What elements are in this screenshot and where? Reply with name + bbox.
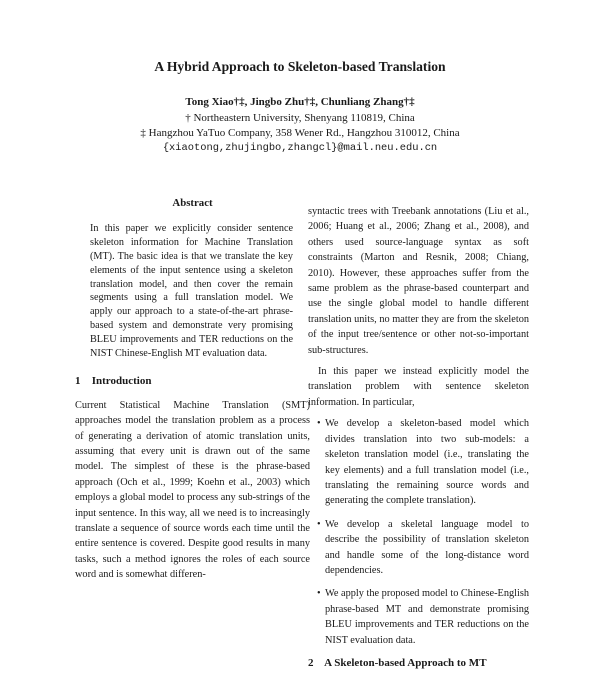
list-item-text: We develop a skeleton-based model which divides translation into two sub-models: a skeleton translation model (i.e., translating the key elements) and a full translation model (i.e., translating the remaining source words and generating the complete translation). <box>325 418 529 507</box>
contribution-list <box>308 416 529 648</box>
author-emails: {xiaotong,zhujingbo,zhangcl}@mail.neu.edu.cn <box>162 142 438 154</box>
list-item <box>308 517 529 579</box>
intro-paragraph-2: In this paper we instead explicitly model the translation problem with sentence skeleton information. In particular, <box>308 366 529 408</box>
list-item <box>308 586 529 648</box>
paper-title: A Hybrid Approach to Skeleton-based Translation <box>154 59 446 74</box>
author-list: Tong Xiao†‡, Jingbo Zhu†‡, Chunliang Zhang†‡ <box>185 96 415 108</box>
bullet-icon: • <box>317 518 321 530</box>
affiliation-1: † Northeastern University, Shenyang 110819, China <box>185 112 415 124</box>
abstract-heading: Abstract <box>172 197 213 209</box>
bullet-icon: • <box>317 588 321 600</box>
bullet-icon: • <box>317 418 321 430</box>
list-item <box>308 416 529 508</box>
section-1-number: 1 <box>75 375 81 388</box>
list-item-text: We develop a skeletal language model to describe the possibility of translation skeleton and handle some of the long-distance word dependencies. <box>325 518 529 576</box>
abstract-text: In this paper we explicitly consider sentence skeleton information for Machine Translation (MT). The basic idea is that we translate the key elements of the input sentence using a skeleton translation model, and then cover the remain segments using a full translation model. We apply our approach to a state-of-the-art phrase-based system and demonstrate very promising BLEU improvements and TER reductions on the NIST Chinese-English MT evaluation data. <box>90 223 293 359</box>
section-2-number: 2 <box>308 656 314 669</box>
intro-continuation-paragraph: syntactic trees with Treebank annotations (Liu et al., 2006; Huang et al., 2006; Zhang et al., 2008), and others used source-language syntax as soft constraints (Marton and Resnik, 2008; Chiang, 2010). However, these approaches suffer from the same problem as the phrase-based counterpart and use the single global model to handle different translation units, no matter they are from the skeleton of the input tree/sentence or other not-so-important sub-structures. <box>308 206 529 356</box>
section-2-title: A Skeleton-based Approach to MT <box>324 656 487 669</box>
introduction-paragraph: Current Statistical Machine Translation (SMT) approaches model the translation problem as a process of generating a derivation of atomic translation units, assuming that every unit is drawn out of the same model. The simplest of these is the phrase-based approach (Och et al., 1999; Koehn et al., 2003) which employs a global model to process any sub-strings of the input sentence. In this way, all we need is to increasingly translate a sequence of source words each time until the entire sentence is covered. Despite good results in many tasks, such a method ignores the roles of each source word and is somewhat differen- <box>75 399 310 581</box>
section-1-title: Introduction <box>91 375 152 388</box>
section-1-heading <box>75 374 310 389</box>
list-item-text: We apply the proposed model to Chinese-English phrase-based MT and demonstrate promising BLEU improvements and TER reductions on the NIST evaluation data. <box>325 588 529 646</box>
section-2-heading <box>308 656 529 671</box>
left-column <box>75 196 310 583</box>
right-column <box>308 204 529 679</box>
affiliation-2: ‡ Hangzhou YaTuo Company, 358 Wener Rd., Hangzhou 310012, China <box>140 127 460 139</box>
